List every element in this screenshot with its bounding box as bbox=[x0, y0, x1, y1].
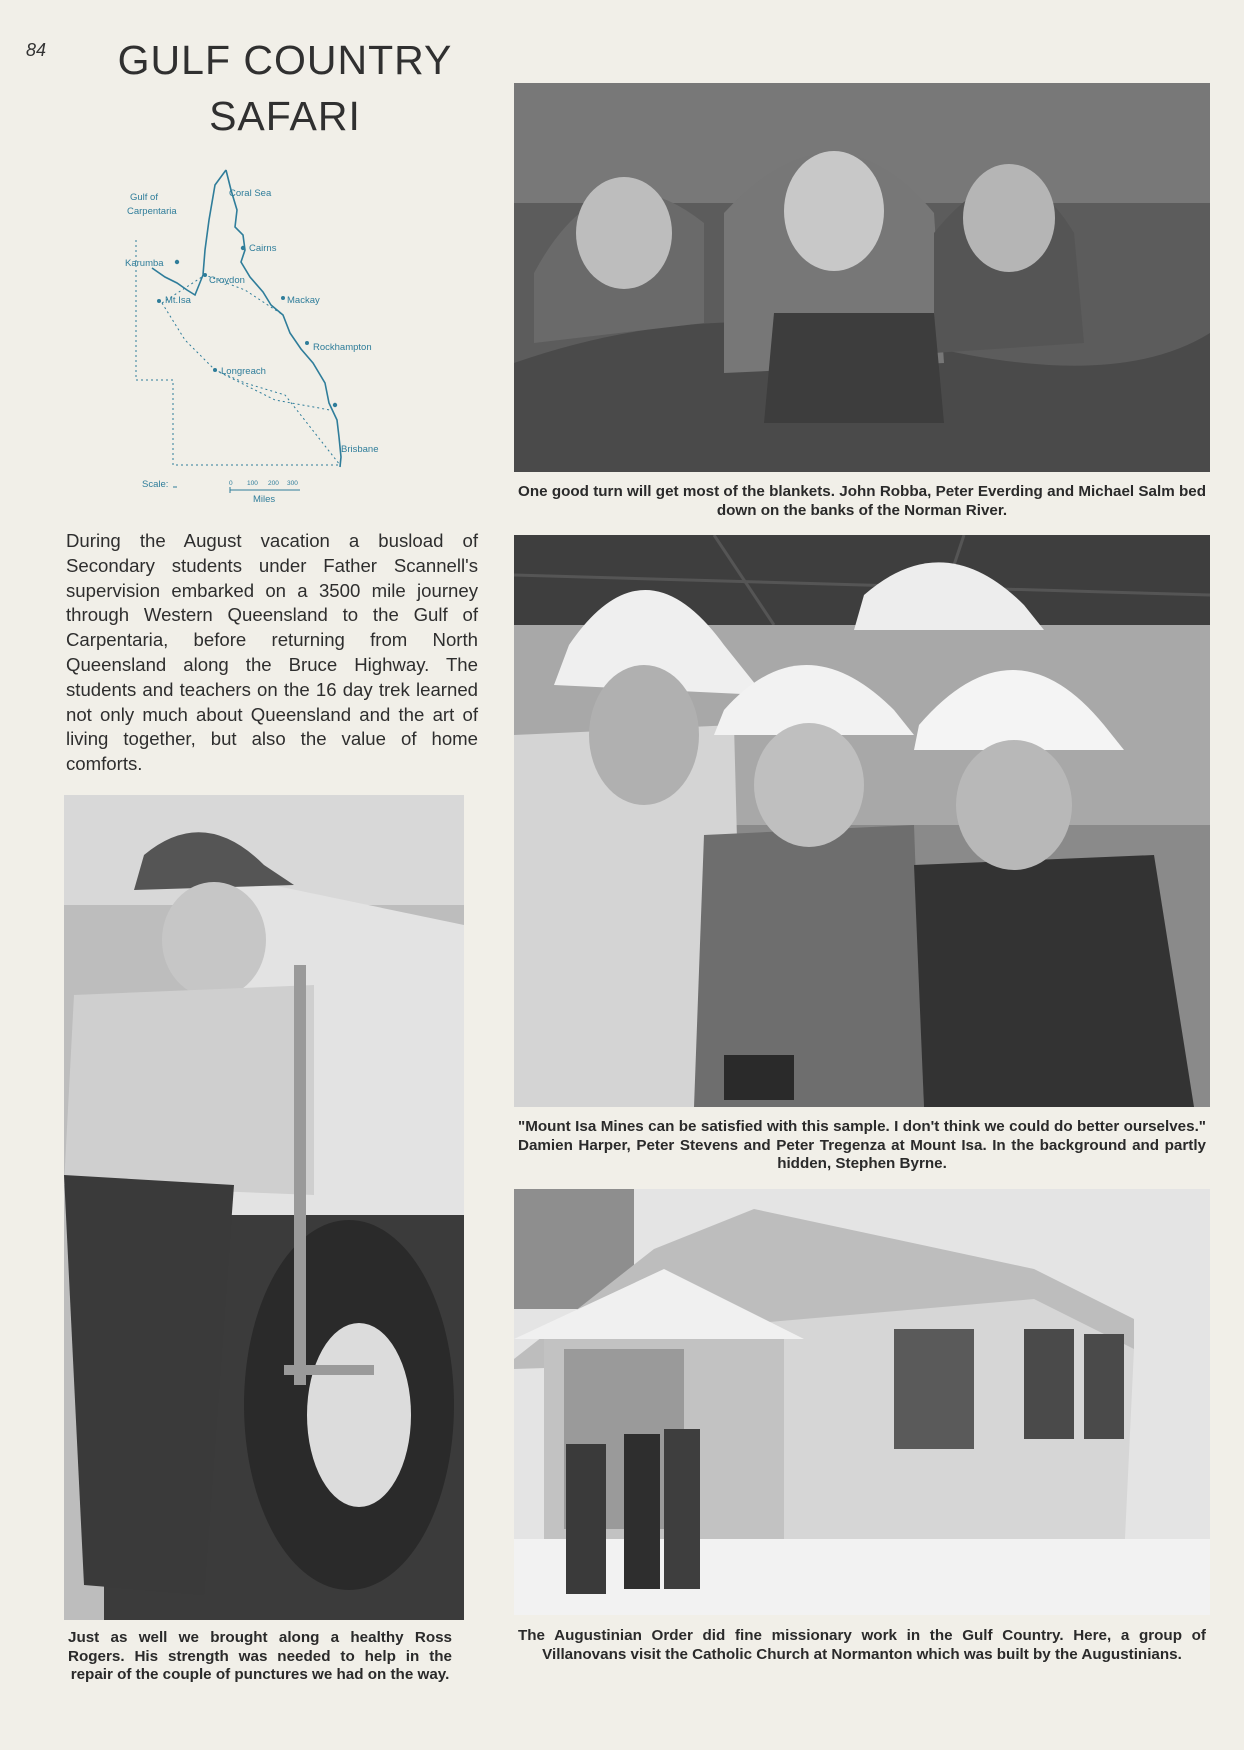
east-coastline bbox=[226, 170, 341, 467]
marker-brisbane bbox=[333, 403, 337, 407]
caption-blankets: One good turn will get most of the blankets. John Robba, Peter Everding and Michael Salm bed down on the banks of the Norman River. bbox=[518, 483, 1206, 519]
scale-0: 0 bbox=[229, 480, 233, 487]
scale-numbers bbox=[229, 480, 298, 487]
label-brisbane: Brisbane bbox=[341, 444, 379, 455]
marker-cairns bbox=[241, 246, 245, 250]
label-coral-sea: Coral Sea bbox=[229, 188, 272, 199]
label-longreach: Longreach bbox=[221, 366, 266, 377]
label-karumba: Karumba bbox=[125, 258, 164, 269]
photo-church-image bbox=[514, 1189, 1210, 1615]
label-scale: Scale: bbox=[142, 479, 169, 490]
intro-paragraph: During the August vacation a busload of Secondary students under Father Scannell's supervision embarked on a 3500 mile journey through Western Queensland to the Gulf of Carpentaria, before returning from North Queensland along the Bruce Highway. The students and teachers on the 16 day trek learned not only much about Queensland and the art of living together, but also the value of home comforts. bbox=[66, 530, 478, 775]
label-gulf-2: Carpentaria bbox=[127, 206, 177, 217]
scale-200: 200 bbox=[268, 480, 279, 487]
caption-tyre: Just as well we brought along a healthy Ross Rogers. His strength was needed to help in the repair of the couple of punctures we had on the way. bbox=[68, 1629, 452, 1684]
town-markers bbox=[157, 246, 337, 407]
caption-church: The Augustinian Order did fine missionary work in the Gulf Country. Here, a group of Villanovans visit the Catholic Church at Normanton which was built by the Augustinians. bbox=[518, 1627, 1206, 1663]
page-title bbox=[80, 32, 490, 144]
marker-rockhampton bbox=[305, 341, 309, 345]
caption-mine: "Mount Isa Mines can be satisfied with this sample. I don't think we could do better ourselves." Damien Harper, Peter Stevens and Peter Tregenza at Mount Isa. In the background and partly hidden, Stephen Byrne. bbox=[518, 1118, 1206, 1173]
label-mackay: Mackay bbox=[287, 295, 320, 306]
photo-blankets-image bbox=[514, 83, 1210, 472]
coastline bbox=[152, 170, 341, 467]
marker-croydon bbox=[203, 273, 207, 277]
scale-300: 300 bbox=[287, 480, 298, 487]
page-number: 84 bbox=[26, 40, 47, 60]
borders-and-routes bbox=[136, 240, 340, 465]
label-mt-isa: Mt.Isa bbox=[165, 295, 191, 306]
label-gulf-1: Gulf of bbox=[130, 192, 158, 203]
scale-100: 100 bbox=[247, 480, 258, 487]
route-south bbox=[162, 303, 340, 465]
label-croydon: Croydon bbox=[209, 275, 245, 286]
photo-tyre-image bbox=[64, 795, 464, 1620]
marker-karumba bbox=[175, 260, 179, 264]
photo-tyre bbox=[64, 795, 464, 1620]
label-rockhampton: Rockhampton bbox=[313, 342, 372, 353]
photo-blankets bbox=[514, 83, 1210, 472]
marker-longreach bbox=[213, 368, 217, 372]
label-miles: Miles bbox=[253, 494, 276, 505]
photo-mine bbox=[514, 535, 1210, 1107]
label-cairns: Cairns bbox=[249, 243, 277, 254]
title-line-2: SAFARI bbox=[209, 93, 361, 139]
photo-mine-image bbox=[514, 535, 1210, 1107]
queensland-map bbox=[125, 165, 455, 505]
marker-mt-isa bbox=[157, 299, 161, 303]
title-line-1: GULF COUNTRY bbox=[117, 37, 453, 83]
photo-church bbox=[514, 1189, 1210, 1615]
marker-mackay bbox=[281, 296, 285, 300]
state-border bbox=[136, 240, 340, 465]
scale-bar bbox=[173, 487, 300, 493]
